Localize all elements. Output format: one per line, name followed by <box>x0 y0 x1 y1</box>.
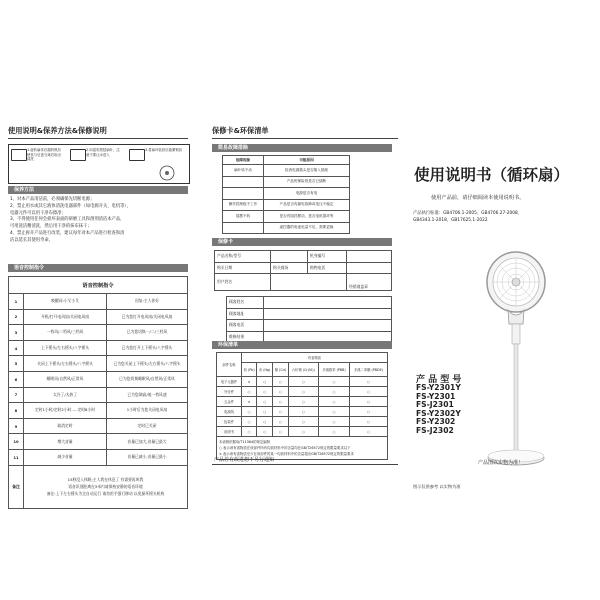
fault-symptom <box>223 188 264 200</box>
env-mark: ○ <box>242 407 257 417</box>
repair-label: 顾客电话 <box>227 320 264 332</box>
env-mark: ○ <box>349 397 387 407</box>
lock-icon <box>129 149 145 161</box>
env-row <box>217 417 388 427</box>
card-header: 保修卡 <box>212 238 392 246</box>
voice-note-label: 备注 <box>9 465 24 508</box>
fault-symptom: 摇摆不转 <box>223 211 264 223</box>
card-value[interactable] <box>347 262 392 274</box>
middle-panel-title: 保修卡&环保清单 <box>212 126 269 135</box>
right-footer: 图示仅供参考 以实物为准 <box>413 484 461 489</box>
manual-title: 使用说明书（循环扇） <box>414 166 570 184</box>
divider <box>212 138 398 139</box>
env-mark: ○ <box>257 387 273 397</box>
env-note: × 表示该有害物质至少在该部件的某一均质材料中的含量超出GB/T26572规定的限量要求 <box>219 452 354 456</box>
env-col-header: 多溴联苯 (PBB) <box>319 363 350 377</box>
repair-table <box>226 296 392 343</box>
voice-row <box>9 294 188 310</box>
env-part-name: 电子元器件 <box>217 377 242 387</box>
step-3-text: 3.将扇叶装回后旋紧锁扣 <box>145 148 183 152</box>
voice-command: 增大音量 <box>24 434 107 450</box>
voice-command: 定时1小时/定时2小时.....定时8小时 <box>24 403 107 419</box>
voice-command: 一档风/二档风/三档风 <box>24 325 107 341</box>
voice-response: 已为您打开电风扇/关闭电风扇 <box>107 309 188 325</box>
env-mark: ○ <box>257 417 273 427</box>
voice-row <box>9 403 188 419</box>
voice-row <box>9 356 188 372</box>
env-mark: ○ <box>273 377 289 387</box>
maintenance-line: 3、不得使用任何会损坏表面的研磨工具和溶剂清洁本产品， <box>10 217 125 223</box>
maintenance-line: 1、对本产品清洁前，必须确保先切断电源； <box>10 197 95 202</box>
step-2-text: 2.用湿布擦拭扇叶，注意不要让水进入 <box>86 148 120 157</box>
card-cell: 机身编号 <box>308 251 347 263</box>
voice-row-number: 10 <box>9 434 24 450</box>
env-mark: ○ <box>319 377 350 387</box>
env-mark: ○ <box>319 387 350 397</box>
step-1-text: 1.旋转扇体后端的锁扣使其与后盖分离后取出清洗 <box>27 148 61 161</box>
model-label: 产 品 型 号 <box>416 375 462 385</box>
voice-response: 定时已关闭 <box>107 418 188 434</box>
env-row <box>217 387 388 397</box>
voice-row-number: 6 <box>9 371 24 387</box>
voice-response: 音量已加大,音量已最大 <box>107 434 188 450</box>
voice-row <box>9 371 188 387</box>
voice-response: 音量已减小,音量已最小 <box>107 449 188 465</box>
fault-cause: 遥控器的电池电量不足，需要更换 <box>264 222 350 234</box>
repair-value[interactable] <box>264 308 392 320</box>
env-col-header: 汞 (Hg) <box>257 363 273 377</box>
warranty-card-table <box>214 250 392 291</box>
voice-response: 回复:主人你好 <box>107 294 188 310</box>
voice-row <box>9 449 188 465</box>
maintenance-line: 电器元件可以用干净布擦净； <box>10 210 66 216</box>
fault-table <box>222 155 350 234</box>
env-mark: ○ <box>257 377 273 387</box>
fault-row <box>223 188 350 200</box>
env-mark: ○ <box>349 407 387 417</box>
card-cell: 购买商场 <box>271 262 308 274</box>
env-mark: ○ <box>288 377 318 387</box>
voice-command: 关闭上下摇头/左右摇头/八字摇头 <box>24 356 107 372</box>
voice-row-number: 2 <box>9 309 24 325</box>
voice-command: 太冷了/太热了 <box>24 387 107 403</box>
blade-icon <box>70 149 86 161</box>
env-mark: ○ <box>273 397 289 407</box>
fault-row <box>223 199 350 211</box>
fault-cause: 是否有阻挡摆动，是否电机损坏等 <box>264 211 350 223</box>
maintenance-line: 洁以延长其使用寿命。 <box>10 237 53 243</box>
env-mark: ○ <box>242 417 257 427</box>
fault-row <box>223 222 350 234</box>
env-row <box>217 407 388 417</box>
divider <box>8 138 188 139</box>
env-mark: ○ <box>349 387 387 397</box>
fault-col-header: 故障现象 <box>223 156 264 165</box>
voice-response: 1小时后为您关闭电风扇 <box>107 403 188 419</box>
model-number: FS-Y2301 <box>416 391 456 401</box>
fault-symptom: 扇叶转不动 <box>223 165 264 177</box>
fault-cause: 电源是否有电 <box>264 188 350 200</box>
env-part-name: 五金件 <box>217 397 242 407</box>
card-value[interactable] <box>347 251 392 263</box>
fan-head-icon <box>11 149 27 161</box>
env-mark: ○ <box>273 407 289 417</box>
voice-note-line: 备注:上下左右摇头为全自动运行 请勿用手强行移动 以免损坏摇头机构 <box>46 491 165 497</box>
env-mark: ○ <box>242 387 257 397</box>
env-part-name: 说明书 <box>217 427 242 437</box>
env-mark: ○ <box>242 427 257 437</box>
env-mark: ○ <box>273 387 289 397</box>
card-cell: 购物电话 <box>308 262 347 274</box>
voice-response: 已为您打开上下摇头/八字摇头 <box>107 340 188 356</box>
standards <box>413 210 522 224</box>
env-row <box>217 397 388 407</box>
voice-row <box>9 309 188 325</box>
voice-response: 已为您切换一/二/三档风 <box>107 325 188 341</box>
env-mark: ○ <box>349 427 387 437</box>
voice-header: 语音控制指令 <box>8 264 188 272</box>
env-part-name: 外壳件 <box>217 387 242 397</box>
env-mark: ○ <box>288 397 318 407</box>
env-mark: ○ <box>273 417 289 427</box>
voice-row-number: 7 <box>9 387 24 403</box>
voice-row-number: 5 <box>9 356 24 372</box>
maintenance-text <box>10 197 131 245</box>
left-panel-title: 使用说明&保养方法&保修说明 <box>8 126 107 135</box>
voice-command: 取消定时 <box>24 418 107 434</box>
voice-row <box>9 387 188 403</box>
fault-symptom <box>223 222 264 234</box>
env-col-header: 六价铬 (Cr(VI)) <box>288 363 318 377</box>
env-mark: ○ <box>273 427 289 437</box>
voice-row <box>9 325 188 341</box>
voice-response: 已为您切换睡眠风/自然风/正常风 <box>107 371 188 387</box>
env-table <box>216 352 388 460</box>
env-header: 环保清单 <box>212 341 392 349</box>
model-number: FS-Y2301Y <box>416 383 461 392</box>
voice-row-number: 4 <box>9 340 24 356</box>
env-mark: ○ <box>257 397 273 407</box>
fault-row <box>223 176 350 188</box>
card-value[interactable] <box>271 274 347 291</box>
env-col-header: 镉 (Cd) <box>273 363 289 377</box>
env-note: ○ 表示该有害物质在该部件所有均质材料中的含量均在GB/T26572规定的限量要求以下 <box>219 446 351 450</box>
dealer-stamp-label: 经销商盖章 <box>347 274 392 291</box>
voice-command: 减少音量 <box>24 449 107 465</box>
voice-response: 已为您关闭上下摇头/左右摇头/八字摇头 <box>107 356 188 372</box>
model-number: FS-Y2302Y <box>416 408 461 418</box>
standards-label: 产品执行标准： <box>413 211 444 216</box>
env-mark: ○ <box>288 427 318 437</box>
card-cell: 用户姓名 <box>215 274 271 291</box>
manual-subtitle: 使用产品前，请仔细阅读本使用说明书。 <box>431 195 525 201</box>
env-mark: ○ <box>288 387 318 397</box>
fault-header: 简易故障排除 <box>212 144 392 152</box>
repair-label: 顾客姓名 <box>227 297 264 309</box>
repair-label: 顾客地址 <box>227 308 264 320</box>
voice-note <box>24 465 188 508</box>
voice-row-number: 3 <box>9 325 24 341</box>
card-cell: 购买日期 <box>215 262 271 274</box>
model-number: FS-J2301 <box>416 400 454 410</box>
voice-row-number: 8 <box>9 403 24 419</box>
voice-note-line: 语音识别距离在3米内请保持安静的语音环境 <box>68 484 143 490</box>
model-list <box>416 384 461 436</box>
env-mark: ○ <box>319 417 350 427</box>
env-mark: ○ <box>257 427 273 437</box>
voice-command: 上下摇头/左右摇头/八字摇头 <box>24 340 107 356</box>
maintenance-line: 2、禁止用水或其它液体清洗电器部件（如电源开关、电机等）， <box>10 203 131 209</box>
maintenance-line: 4、禁止拆开产品进行改装，建议每年对本产品进行检查和清 <box>10 230 125 236</box>
voice-row-number: 11 <box>9 449 24 465</box>
card-cell: 产品名称/型号 <box>215 251 271 263</box>
fault-symptom <box>223 176 264 188</box>
repair-value[interactable] <box>264 297 392 309</box>
env-mark: ○ <box>288 407 318 417</box>
standards-value: GB4706.1-2005、GB4706.27-2008、 <box>443 211 523 216</box>
fault-row <box>223 165 350 177</box>
fault-cause: 产品是否有漏电故障或电压不稳定 <box>264 199 350 211</box>
env-mark: ○ <box>349 417 387 427</box>
fan-grille-icon <box>157 165 177 181</box>
env-mark: ○ <box>257 407 273 417</box>
voice-command-table <box>8 276 188 509</box>
fault-row <box>223 211 350 223</box>
repair-label: 维修结果 <box>227 331 264 343</box>
env-part-name: 包装件 <box>217 417 242 427</box>
voice-command: 睡眠风/自然风/正常风 <box>24 371 107 387</box>
repair-value[interactable] <box>264 320 392 332</box>
env-mark: × <box>242 377 257 387</box>
fault-cause: 产品的保险管是否已熔断 <box>264 176 350 188</box>
divider <box>212 464 398 465</box>
model-number: FS-Y2302 <box>416 417 456 427</box>
maintenance-line: 可用洗洁精清洗，然后用干净的抹布抹干； <box>10 224 92 230</box>
voice-note-line: 15秒没入休眠;主人我在休息了 有需要再叫我 <box>67 477 144 483</box>
standards-value: GB4343.1-2018、GB17625.1-2022 <box>413 218 488 223</box>
env-mark: ○ <box>319 407 350 417</box>
fault-symptom: 操作控制板不工作 <box>223 199 264 211</box>
env-col-header: 多溴二苯醚 (PBDE) <box>349 363 387 377</box>
voice-response: 已为您调高/低一档风速 <box>107 387 188 403</box>
fault-cause: 检查电源插头是否插入插座 <box>264 165 350 177</box>
voice-command: 唤醒词:小艾小艾 <box>24 294 107 310</box>
env-group-header: 有害物质 <box>242 353 388 363</box>
env-mark: ○ <box>288 417 318 427</box>
circulation-fan-image <box>482 232 550 482</box>
voice-row-number: 1 <box>9 294 24 310</box>
env-mark: ○ <box>319 427 350 437</box>
env-col-header: 部件名称 <box>217 353 242 377</box>
env-mark: ○ <box>349 377 387 387</box>
voice-row-number: 9 <box>9 418 24 434</box>
env-mark: ○ <box>319 397 350 407</box>
image-caption: 产品图以实物为准！ <box>478 460 524 466</box>
env-col-header: 铅 (Pb) <box>242 363 257 377</box>
middle-footer: 产品若有改进恕不另行通知 <box>214 457 275 463</box>
maintenance-header: 保养方法 <box>8 186 188 194</box>
env-mark: × <box>242 397 257 407</box>
voice-table-title: 语音控制指令 <box>9 277 188 294</box>
model-number: FS-J2302 <box>416 425 454 435</box>
env-row <box>217 427 388 437</box>
env-note: 本表格依据SJ/T11364的规定编制 <box>219 440 271 444</box>
cleaning-steps <box>8 144 190 184</box>
voice-row <box>9 434 188 450</box>
voice-command: 开机/打开电风扇/关闭电风扇 <box>24 309 107 325</box>
env-part-name: 电源线 <box>217 407 242 417</box>
voice-row <box>9 340 188 356</box>
env-row <box>217 377 388 387</box>
card-value[interactable] <box>271 251 308 263</box>
voice-row <box>9 418 188 434</box>
fault-col-header: 可能原因 <box>264 156 350 165</box>
